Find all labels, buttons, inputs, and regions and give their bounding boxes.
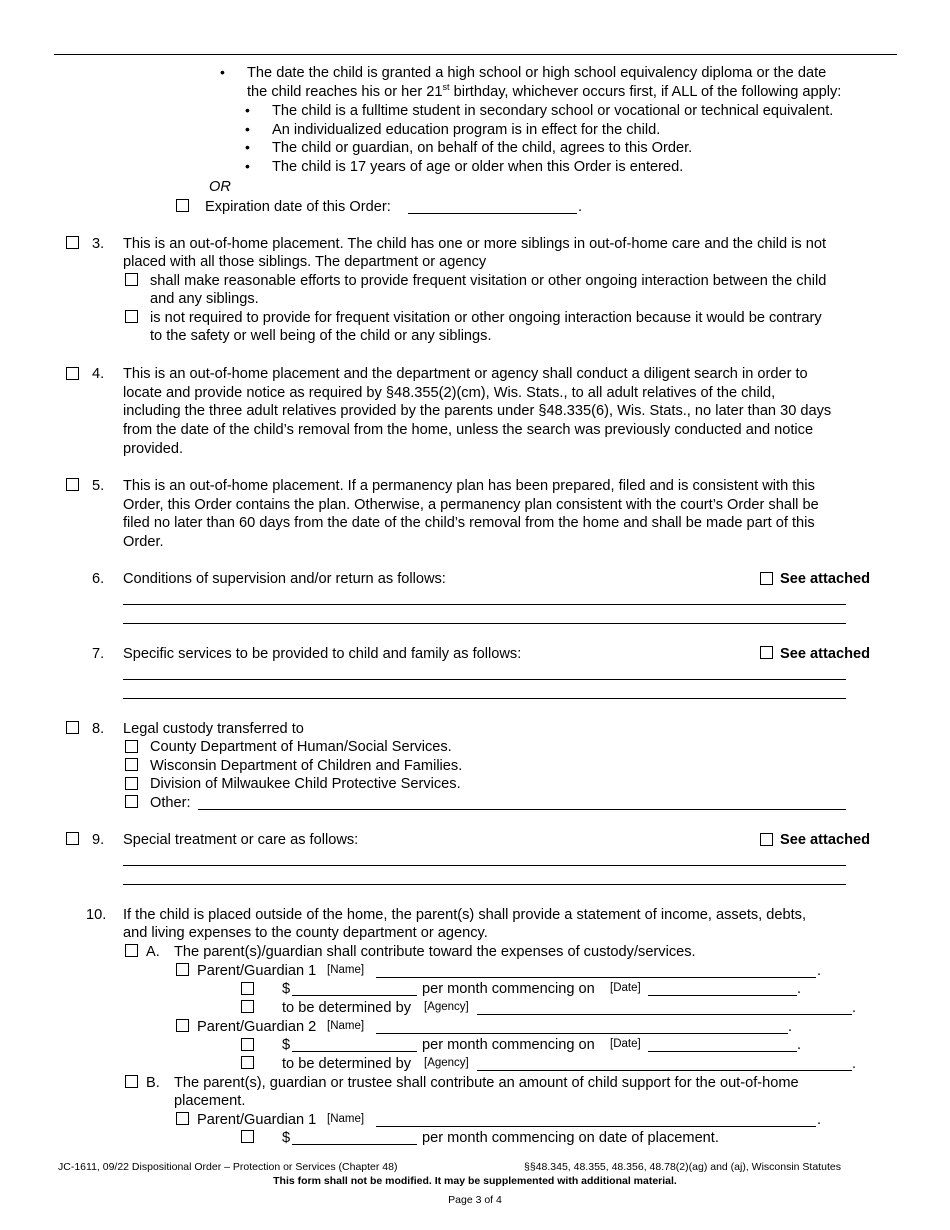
A-pg1-amount-field[interactable] xyxy=(292,995,417,996)
item3-opt1-line2: and any siblings. xyxy=(150,291,259,307)
A-pg1-amount-checkbox[interactable] xyxy=(241,982,254,995)
A-pg2-agency-period: . xyxy=(852,1056,857,1072)
item8-option-county: County Department of Human/Social Services. xyxy=(150,739,452,755)
item10-B-letter: B. xyxy=(146,1075,160,1091)
item8-wisconsin-checkbox[interactable] xyxy=(125,758,138,771)
item6-see-attached-checkbox[interactable] xyxy=(760,572,773,585)
A-pg1-label: Parent/Guardian 1 xyxy=(197,963,317,979)
item10-B-line2: placement. xyxy=(174,1093,246,1109)
item3-checkbox[interactable] xyxy=(66,236,79,249)
item8-other-label: Other: xyxy=(150,795,191,811)
item4-line1: This is an out-of-home placement and the department or agency shall conduct a diligent search in order to xyxy=(123,366,808,382)
item5-line4: Order. xyxy=(123,534,164,550)
A-pg1-agency-field[interactable] xyxy=(477,1014,852,1015)
item8-other-checkbox[interactable] xyxy=(125,795,138,808)
item3-number: 3. xyxy=(92,236,105,252)
item10-A-letter: A. xyxy=(146,944,160,960)
item4-line3: including the three adult relatives provided by the parents under §48.335(6), Wis. Stats., no later than 30 days xyxy=(123,403,832,419)
B-pg1-period: . xyxy=(817,1112,822,1128)
bullet-main-line2 xyxy=(247,83,841,102)
item3-opt1-line1: shall make reasonable efforts to provide frequent visitation or other ongoing interaction between the child xyxy=(150,273,827,289)
item8-county-checkbox[interactable] xyxy=(125,740,138,753)
item9-see-attached-checkbox[interactable] xyxy=(760,833,773,846)
expiration-checkbox[interactable] xyxy=(176,199,189,212)
item8-milwaukee-checkbox[interactable] xyxy=(125,777,138,790)
item3-option1-checkbox[interactable] xyxy=(125,273,138,286)
footer-statutes: §§48.345, 48.355, 48.356, 48.78(2)(ag) and (aj), Wisconsin Statutes xyxy=(524,1161,841,1173)
B-pg1-amount-field[interactable] xyxy=(292,1144,417,1145)
A-pg1-per-month: per month commencing on xyxy=(422,981,595,997)
A-pg1-date-hint: [Date] xyxy=(610,982,641,994)
item6-line2[interactable] xyxy=(123,623,846,624)
item7-see-attached-checkbox[interactable] xyxy=(760,646,773,659)
sub-bullet-2: An individualized education program is in effect for the child. xyxy=(272,122,661,138)
A-pg2-amount-field[interactable] xyxy=(292,1051,417,1052)
bullet-main-line2-b: birthday, whichever occurs first, if ALL of the following apply: xyxy=(449,84,842,100)
bullet: • xyxy=(245,158,250,174)
item9-checkbox[interactable] xyxy=(66,832,79,845)
A-pg1-checkbox[interactable] xyxy=(176,963,189,976)
A-pg2-name-field[interactable] xyxy=(376,1033,788,1034)
A-pg1-name-field[interactable] xyxy=(376,977,816,978)
expiration-label: Expiration date of this Order: xyxy=(205,199,391,215)
sub-bullet-1: The child is a fulltime student in secondary school or vocational or technical equivalent. xyxy=(272,103,834,119)
bullet: • xyxy=(245,102,250,118)
item5-checkbox[interactable] xyxy=(66,478,79,491)
B-pg1-label: Parent/Guardian 1 xyxy=(197,1112,317,1128)
item5-line2: Order, this Order contains the plan. Otherwise, a permanency plan consistent with the court’s Order shall be xyxy=(123,497,819,513)
item10-B-line1: The parent(s), guardian or trustee shall contribute an amount of child support for the out-of-home xyxy=(174,1075,799,1091)
B-pg1-name-hint: [Name] xyxy=(327,1113,365,1125)
item3-line2: placed with all those siblings. The department or agency xyxy=(123,254,487,270)
item8-option-wisconsin: Wisconsin Department of Children and Families. xyxy=(150,758,463,774)
item6-see-attached-label: See attached xyxy=(780,571,871,587)
item6-number: 6. xyxy=(92,571,105,587)
A-pg1-dollar: $ xyxy=(282,981,291,997)
item9-line2[interactable] xyxy=(123,884,846,885)
item7-line2[interactable] xyxy=(123,698,846,699)
item9-number: 9. xyxy=(92,832,105,848)
A-pg2-name-hint: [Name] xyxy=(327,1020,365,1032)
A-pg2-date-hint: [Date] xyxy=(610,1038,641,1050)
item10-A-text: The parent(s)/guardian shall contribute toward the expenses of custody/services. xyxy=(174,944,696,960)
footer-form-id: JC-1611, 09/22 Dispositional Order – Protection or Services (Chapter 48) xyxy=(58,1161,398,1173)
item4-line2: locate and provide notice as required by §48.355(2)(cm), Wis. Stats., to all adult relatives of the child, xyxy=(123,385,776,401)
A-pg2-period: . xyxy=(788,1019,793,1035)
footer-page: Page 3 of 4 xyxy=(448,1194,502,1206)
bullet-main-line1: The date the child is granted a high school or high school equivalency diploma or the date xyxy=(247,65,827,81)
item7-see-attached-label: See attached xyxy=(780,646,871,662)
A-pg2-agency-checkbox[interactable] xyxy=(241,1056,254,1069)
or-label: OR xyxy=(209,179,231,195)
A-pg1-agency-period: . xyxy=(852,1000,857,1016)
footer-notice: This form shall not be modified. It may be supplemented with additional material. xyxy=(273,1175,677,1187)
item6-line1[interactable] xyxy=(123,604,846,605)
bullet: • xyxy=(245,121,250,137)
item10-A-checkbox[interactable] xyxy=(125,944,138,957)
A-pg2-checkbox[interactable] xyxy=(176,1019,189,1032)
item5-line3: filed no later than 60 days from the date of the child’s removal from the home and shall be made part of this xyxy=(123,515,815,531)
item8-option-milwaukee: Division of Milwaukee Child Protective Services. xyxy=(150,776,461,792)
A-pg1-name-hint: [Name] xyxy=(327,964,365,976)
item10-line1: If the child is placed outside of the home, the parent(s) shall provide a statement of income, assets, debts, xyxy=(123,907,807,923)
item10-number: 10. xyxy=(86,907,107,923)
A-pg2-determined-by: to be determined by xyxy=(282,1056,411,1072)
A-pg2-agency-field[interactable] xyxy=(477,1070,852,1071)
item9-line1[interactable] xyxy=(123,865,846,866)
item3-option2-checkbox[interactable] xyxy=(125,310,138,323)
A-pg1-agency-checkbox[interactable] xyxy=(241,1000,254,1013)
bullet: • xyxy=(245,139,250,155)
item9-see-attached-label: See attached xyxy=(780,832,871,848)
item8-label: Legal custody transferred to xyxy=(123,721,304,737)
B-pg1-amount-checkbox[interactable] xyxy=(241,1130,254,1143)
item5-number: 5. xyxy=(92,478,105,494)
item4-checkbox[interactable] xyxy=(66,367,79,380)
item9-label: Special treatment or care as follows: xyxy=(123,832,359,848)
superscript-st: st xyxy=(442,82,450,93)
item10-line2: and living expenses to the county department or agency. xyxy=(123,925,488,941)
item4-number: 4. xyxy=(92,366,105,382)
top-rule xyxy=(54,54,897,55)
item3-opt2-line2: to the safety or well being of the child or any siblings. xyxy=(150,328,492,344)
B-pg1-dollar: $ xyxy=(282,1130,291,1146)
item3-opt2-line1: is not required to provide for frequent visitation or other ongoing interaction because it would be contrary xyxy=(150,310,822,326)
A-pg2-dollar: $ xyxy=(282,1037,291,1053)
A-pg2-label: Parent/Guardian 2 xyxy=(197,1019,317,1035)
item8-number: 8. xyxy=(92,721,105,737)
A-pg2-agency-hint: [Agency] xyxy=(424,1057,469,1069)
A-pg1-period: . xyxy=(817,963,822,979)
expiration-period: . xyxy=(578,199,583,215)
item10-B-checkbox[interactable] xyxy=(125,1075,138,1088)
bullet: • xyxy=(220,64,225,80)
item8-other-field[interactable] xyxy=(198,809,846,810)
bullet-main-line2-a: the child reaches his or her 21 xyxy=(247,84,443,100)
item4-line5: provided. xyxy=(123,441,184,457)
A-pg1-date-period: . xyxy=(797,981,802,997)
A-pg1-determined-by: to be determined by xyxy=(282,1000,411,1016)
item7-line1[interactable] xyxy=(123,679,846,680)
expiration-date-field[interactable] xyxy=(408,213,577,214)
A-pg2-per-month: per month commencing on xyxy=(422,1037,595,1053)
A-pg2-date-field[interactable] xyxy=(648,1051,797,1052)
item7-number: 7. xyxy=(92,646,105,662)
B-pg1-checkbox[interactable] xyxy=(176,1112,189,1125)
B-pg1-per-month-placement: per month commencing on date of placement. xyxy=(422,1130,719,1146)
A-pg2-amount-checkbox[interactable] xyxy=(241,1038,254,1051)
sub-bullet-3: The child or guardian, on behalf of the child, agrees to this Order. xyxy=(272,140,693,156)
item3-line1: This is an out-of-home placement. The child has one or more siblings in out-of-home care and the child is not xyxy=(123,236,827,252)
A-pg2-date-period: . xyxy=(797,1037,802,1053)
item7-label: Specific services to be provided to child and family as follows: xyxy=(123,646,522,662)
item5-line1: This is an out-of-home placement. If a permanency plan has been prepared, filed and is consistent with this xyxy=(123,478,815,494)
B-pg1-name-field[interactable] xyxy=(376,1126,816,1127)
item6-label: Conditions of supervision and/or return as follows: xyxy=(123,571,446,587)
item8-checkbox[interactable] xyxy=(66,721,79,734)
item4-line4: from the date of the child’s removal from the home, unless the search was previously conducted and notice xyxy=(123,422,814,438)
A-pg1-date-field[interactable] xyxy=(648,995,797,996)
A-pg1-agency-hint: [Agency] xyxy=(424,1001,469,1013)
sub-bullet-4: The child is 17 years of age or older when this Order is entered. xyxy=(272,159,684,175)
